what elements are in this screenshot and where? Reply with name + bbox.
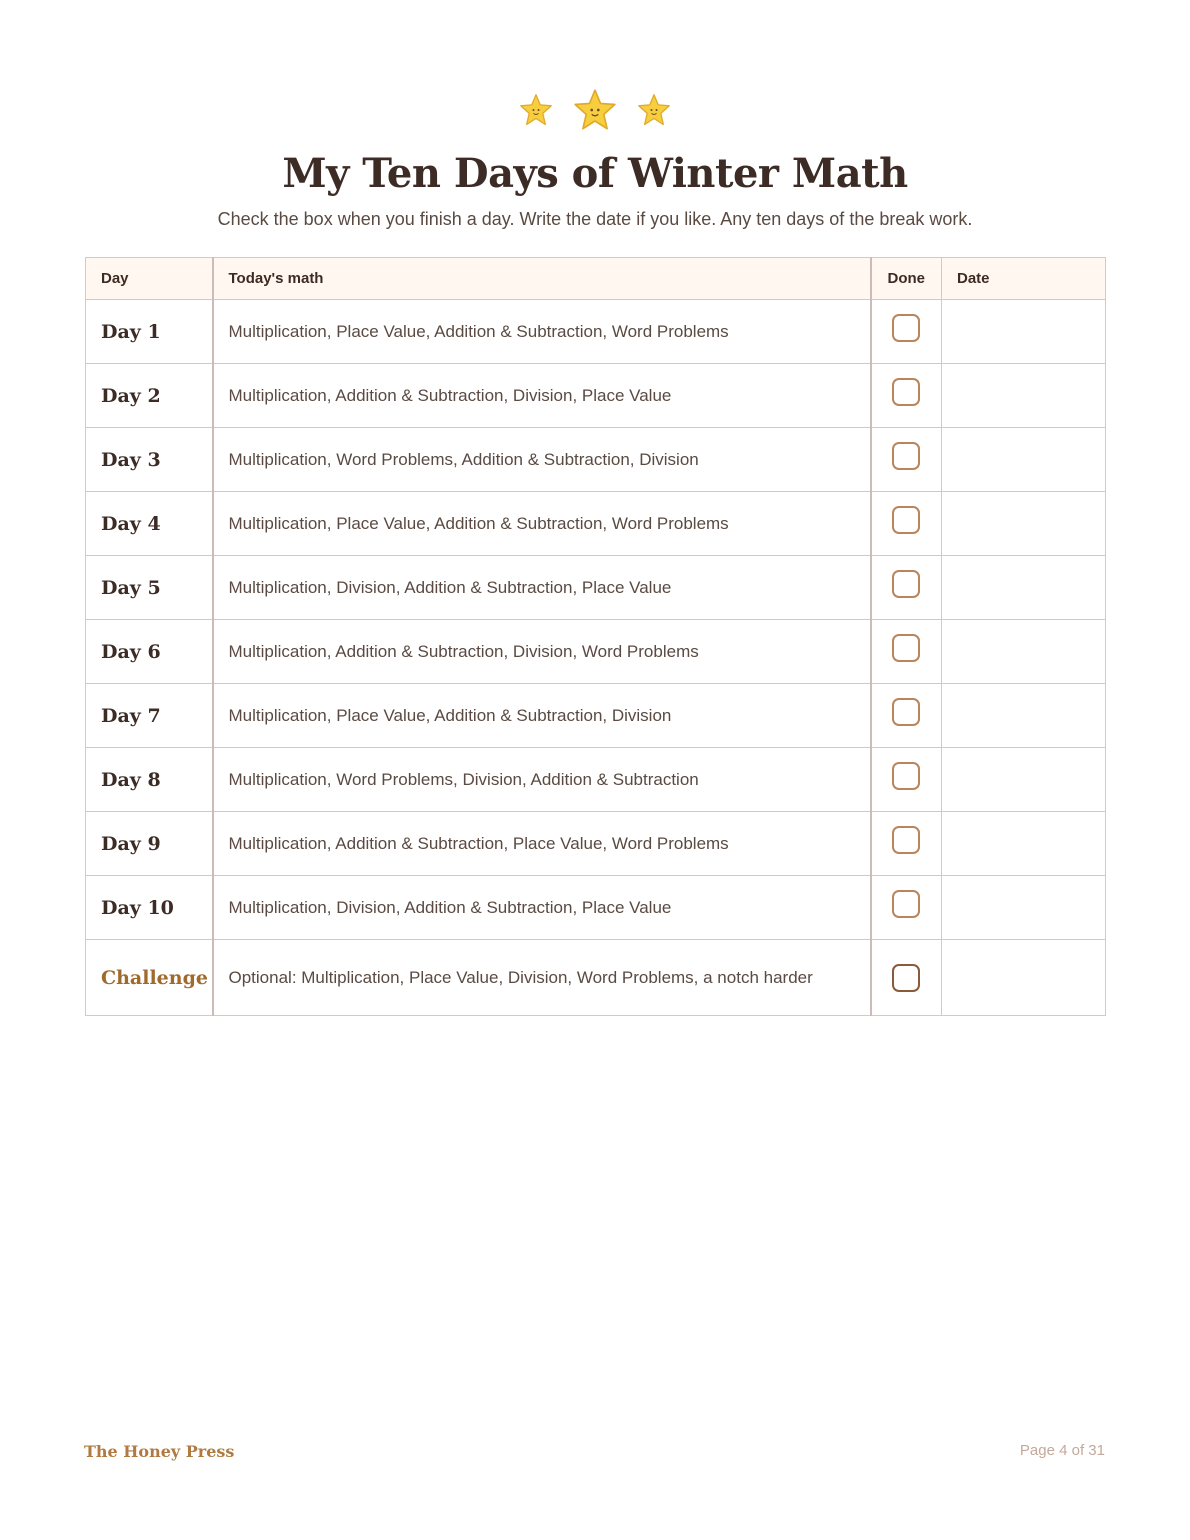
done-checkbox[interactable] [892, 762, 920, 790]
challenge-label: Challenge [86, 940, 213, 1016]
done-cell [871, 876, 942, 940]
done-checkbox[interactable] [892, 506, 920, 534]
math-topics: Multiplication, Place Value, Addition & Subtraction, Division [213, 684, 871, 748]
math-topics: Multiplication, Addition & Subtraction, Division, Place Value [213, 364, 871, 428]
date-field[interactable] [942, 364, 1106, 428]
table-row [86, 300, 1106, 364]
date-field[interactable] [942, 684, 1106, 748]
date-field[interactable] [942, 556, 1106, 620]
done-checkbox[interactable] [892, 826, 920, 854]
date-field[interactable] [942, 492, 1106, 556]
header-math: Today's math [213, 258, 871, 300]
page-subtitle: Check the box when you finish a day. Write the date if you like. Any ten days of the break work. [217, 209, 973, 229]
star-icon [573, 88, 617, 132]
header-day: Day [86, 258, 213, 300]
table-row [86, 364, 1106, 428]
table-row [86, 428, 1106, 492]
date-field[interactable] [942, 812, 1106, 876]
stars-decoration [0, 88, 1190, 132]
date-field[interactable] [942, 748, 1106, 812]
done-cell [871, 428, 942, 492]
done-cell [871, 620, 942, 684]
date-field[interactable] [942, 940, 1106, 1016]
star-icon [637, 93, 671, 127]
done-checkbox[interactable] [892, 378, 920, 406]
day-label: Day 1 [86, 300, 213, 364]
math-topics: Multiplication, Addition & Subtraction, Place Value, Word Problems [213, 812, 871, 876]
done-checkbox[interactable] [892, 634, 920, 662]
done-cell [871, 492, 942, 556]
done-cell [871, 556, 942, 620]
done-checkbox[interactable] [892, 890, 920, 918]
challenge-row [86, 940, 1106, 1016]
day-label: Day 2 [86, 364, 213, 428]
math-topics: Multiplication, Division, Addition & Subtraction, Place Value [213, 876, 871, 940]
table-row [86, 748, 1106, 812]
done-cell [871, 300, 942, 364]
table-row [86, 812, 1106, 876]
done-checkbox[interactable] [892, 570, 920, 598]
page-number: Page 4 of 31 [1019, 1442, 1105, 1459]
date-field[interactable] [942, 300, 1106, 364]
math-tracker-table [85, 257, 1106, 1016]
day-label: Day 5 [86, 556, 213, 620]
math-topics: Multiplication, Word Problems, Division, Addition & Subtraction [213, 748, 871, 812]
math-topics: Multiplication, Place Value, Addition & Subtraction, Word Problems [213, 300, 871, 364]
star-icon [519, 93, 553, 127]
math-topics: Multiplication, Addition & Subtraction, Division, Word Problems [213, 620, 871, 684]
day-label: Day 6 [86, 620, 213, 684]
done-checkbox[interactable] [892, 314, 920, 342]
table-row [86, 684, 1106, 748]
day-label: Day 8 [86, 748, 213, 812]
table-header-row [86, 258, 1106, 300]
done-cell [871, 940, 942, 1016]
table-row [86, 492, 1106, 556]
header-date: Date [942, 258, 1106, 300]
page-title: My Ten Days of Winter Math [282, 150, 908, 197]
day-label: Day 7 [86, 684, 213, 748]
publisher-name: The Honey Press [84, 1442, 235, 1461]
day-label: Day 10 [86, 876, 213, 940]
date-field[interactable] [942, 876, 1106, 940]
table-row [86, 876, 1106, 940]
challenge-topics: Optional: Multiplication, Place Value, Division, Word Problems, a notch harder [213, 940, 871, 1016]
done-cell [871, 748, 942, 812]
table-row [86, 556, 1106, 620]
done-cell [871, 364, 942, 428]
done-checkbox[interactable] [892, 698, 920, 726]
date-field[interactable] [942, 620, 1106, 684]
math-topics: Multiplication, Place Value, Addition & Subtraction, Word Problems [213, 492, 871, 556]
date-field[interactable] [942, 428, 1106, 492]
done-cell [871, 684, 942, 748]
math-topics: Multiplication, Word Problems, Addition & Subtraction, Division [213, 428, 871, 492]
header-done: Done [871, 258, 942, 300]
day-label: Day 3 [86, 428, 213, 492]
day-label: Day 4 [86, 492, 213, 556]
done-cell [871, 812, 942, 876]
done-checkbox[interactable] [892, 442, 920, 470]
math-topics: Multiplication, Division, Addition & Subtraction, Place Value [213, 556, 871, 620]
done-checkbox[interactable] [892, 964, 920, 992]
day-label: Day 9 [86, 812, 213, 876]
table-row [86, 620, 1106, 684]
